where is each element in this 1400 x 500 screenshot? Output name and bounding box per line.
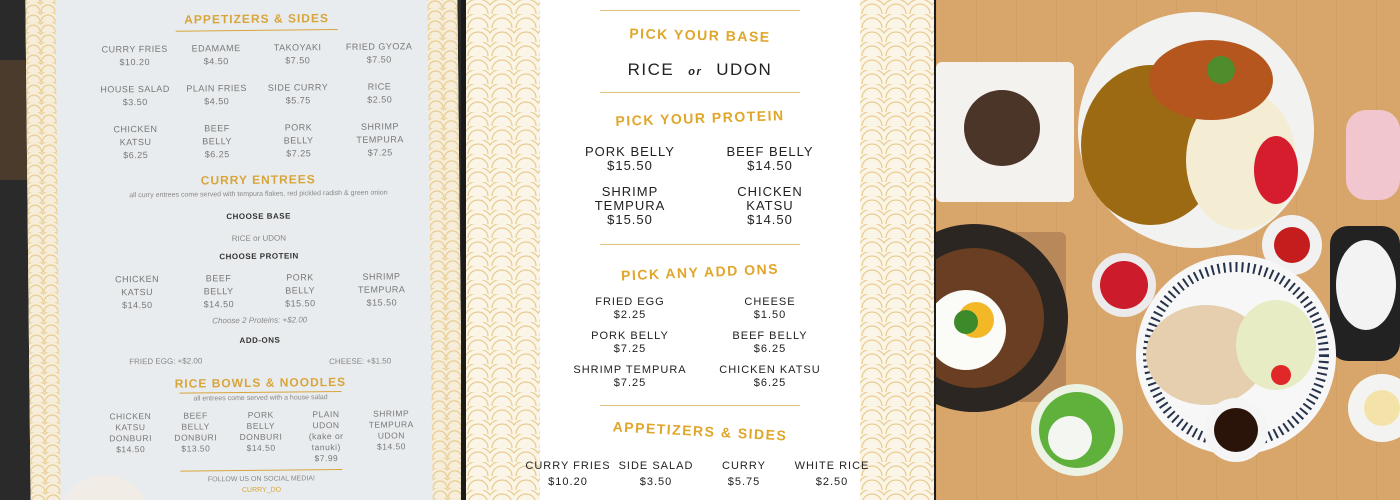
bowl-item <box>98 411 164 467</box>
bowl-item <box>293 409 359 465</box>
protein-price: $14.50 <box>747 212 793 227</box>
app-item <box>524 458 612 490</box>
bowl-item <box>228 409 294 465</box>
appetizer-name: SHRIMP TEMPURA <box>356 121 404 145</box>
app-price: $2.50 <box>815 476 849 488</box>
base-options: RICE or UDON <box>231 233 287 244</box>
choose-base: CHOOSE BASE <box>226 211 292 222</box>
appetizer-name: PORK BELLY <box>283 122 314 146</box>
addons-heading: ADD-ONS <box>239 335 281 346</box>
appetizer-price: $7.50 <box>366 54 392 65</box>
wave-border-left <box>466 0 540 500</box>
beef-slices <box>964 90 1040 166</box>
appetizer-item <box>338 40 420 67</box>
protein-name: CHICKEN KATSU <box>114 273 160 298</box>
rice-heading: RICE BOWLS & NOODLES <box>174 374 347 391</box>
appetizers-grid <box>94 40 421 162</box>
addons-heading: PICK ANY ADD ONS <box>620 260 780 284</box>
bowl-price: $14.50 <box>246 442 276 453</box>
food-photo <box>936 0 1400 500</box>
protein-item <box>341 270 423 310</box>
addon-price: $7.25 <box>613 377 647 389</box>
appetizer-name: SIDE CURRY <box>267 82 329 93</box>
bowls-grid <box>98 408 425 466</box>
bowl-name: SHRIMP TEMPURA UDON <box>368 408 414 441</box>
protein-price: $14.50 <box>122 299 153 311</box>
bowl-item <box>163 410 229 466</box>
protein-item <box>560 185 700 227</box>
app-item <box>700 458 788 490</box>
appetizer-item <box>339 120 421 160</box>
addon-item <box>560 296 700 322</box>
appetizer-name: FRIED GYOZA <box>345 41 413 52</box>
protein-heading: PICK YOUR PROTEIN <box>615 107 785 129</box>
protein-name: SHRIMP TEMPURA <box>357 271 406 295</box>
appetizer-name: HOUSE SALAD <box>100 83 170 95</box>
base-options <box>540 60 860 80</box>
appetizer-name: TAKOYAKI <box>273 42 322 53</box>
addon-name: PORK BELLY <box>591 330 669 342</box>
protein-price: $15.50 <box>607 212 653 227</box>
appetizer-price: $4.50 <box>203 56 229 67</box>
wave-border-right <box>860 0 934 500</box>
addon-price: $1.50 <box>753 309 787 321</box>
appetizer-item <box>94 43 176 70</box>
pink-drink <box>1346 110 1400 200</box>
app-name: CURRY <box>722 460 766 472</box>
apps-heading: APPETIZERS & SIDES <box>612 418 788 444</box>
base-udon: UDON <box>716 60 773 79</box>
appetizer-name: EDAMAME <box>191 43 241 54</box>
appetizer-name: CHICKEN KATSU <box>113 123 158 148</box>
appetizer-price: $2.50 <box>367 94 393 105</box>
addon-name: CHEESE <box>744 296 796 308</box>
green-onion <box>1207 56 1235 84</box>
app-item <box>612 458 700 490</box>
addon-item <box>560 364 700 390</box>
addon-cheese: CHEESE: +$1.50 <box>329 356 392 367</box>
two-proteins: Choose 2 Proteins: +$2.00 <box>212 315 308 326</box>
appetizer-price: $7.25 <box>286 148 312 159</box>
choose-protein: CHOOSE PROTEIN <box>219 251 299 262</box>
protein-name: CHICKEN KATSU <box>737 184 803 213</box>
appetizer-price: $5.75 <box>285 95 311 106</box>
printed-menu <box>25 0 461 500</box>
app-name: CURRY FRIES <box>525 460 611 472</box>
appetizer-price: $6.25 <box>204 149 230 160</box>
protein-price: $15.50 <box>366 297 398 308</box>
appetizer-price: $10.20 <box>119 56 151 68</box>
curry-note: all curry entrees come served with tempura flakes, red pickled radish & green onion <box>129 189 388 200</box>
addon-name: BEEF BELLY <box>732 330 808 342</box>
appetizer-item <box>257 81 339 108</box>
appetizer-price: $4.50 <box>204 96 230 107</box>
wave-border-left <box>25 0 60 500</box>
addon-price: $2.25 <box>613 309 647 321</box>
bowl-name: CHICKEN KATSU DONBURI <box>109 410 152 444</box>
addon-price: $6.25 <box>753 377 787 389</box>
appetizer-price: $3.50 <box>122 97 148 108</box>
protein-item <box>178 272 260 312</box>
appetizer-item <box>176 122 258 162</box>
appetizers-heading: APPETIZERS & SIDES <box>184 11 329 27</box>
protein-grid <box>560 145 840 227</box>
digital-menu <box>466 0 934 500</box>
apps-row <box>524 458 876 490</box>
katsu <box>1149 40 1273 120</box>
app-price: $10.20 <box>548 476 588 488</box>
protein-grid <box>96 270 422 312</box>
food-flatlay <box>936 0 1400 500</box>
app-name: WHITE RICE <box>794 460 870 472</box>
protein-item <box>700 145 840 173</box>
base-heading: PICK YOUR BASE <box>629 25 771 45</box>
app-price: $3.50 <box>639 476 673 488</box>
appetizer-name: RICE <box>367 81 392 92</box>
appetizer-name: CURRY FRIES <box>101 43 168 55</box>
bowl-price: $13.50 <box>181 443 211 454</box>
protein-price: $15.50 <box>607 158 653 173</box>
protein-name: SHRIMP TEMPURA <box>594 184 666 213</box>
appetizer-item <box>175 42 257 69</box>
bowl-name: PORK BELLY DONBURI <box>239 409 283 443</box>
appetizer-item <box>95 123 177 163</box>
bowl-name: PLAIN UDON (kake or tanuki) <box>308 409 344 453</box>
base-rice: RICE <box>627 60 675 79</box>
bowl-price: $14.50 <box>376 441 407 452</box>
addons-grid <box>560 296 840 390</box>
addon-item <box>700 364 840 390</box>
protein-name: PORK BELLY <box>585 144 675 159</box>
bowl-item <box>358 408 424 464</box>
protein-item <box>560 145 700 173</box>
appetizer-price: $7.50 <box>285 55 311 66</box>
protein-item <box>700 185 840 227</box>
addon-price: $6.25 <box>753 343 787 355</box>
pickled-radish <box>1254 136 1298 204</box>
app-item <box>788 458 876 490</box>
protein-name: PORK BELLY <box>285 272 316 296</box>
appetizer-item <box>94 83 176 110</box>
protein-price: $14.50 <box>203 299 235 310</box>
menu-sheet-photo <box>0 0 461 500</box>
app-price: $5.75 <box>727 476 761 488</box>
addon-name: CHICKEN KATSU <box>719 364 821 376</box>
addon-item <box>560 330 700 356</box>
appetizer-item <box>258 121 340 161</box>
app-name: SIDE SALAD <box>618 460 694 472</box>
appetizer-item <box>257 41 339 68</box>
addon-name: FRIED EGG <box>595 296 665 308</box>
appetizer-name: PLAIN FRIES <box>186 82 247 94</box>
addon-item <box>700 330 840 356</box>
base-or: or <box>688 66 703 78</box>
appetizer-price: $7.25 <box>367 147 393 158</box>
appetizer-item <box>176 82 258 109</box>
wave-border-right <box>427 0 461 500</box>
protein-item <box>259 271 341 311</box>
curry-heading: CURRY ENTREES <box>200 172 316 188</box>
appetizer-item <box>339 80 421 107</box>
addon-item <box>700 296 840 322</box>
protein-name: BEEF BELLY <box>203 273 234 297</box>
protein-name: BEEF BELLY <box>726 144 814 159</box>
follow-text: FOLLOW US ON SOCIAL MEDIA! <box>207 475 315 484</box>
social-handle: CURRY_DO <box>241 486 282 495</box>
appetizer-price: $6.25 <box>123 149 149 161</box>
protein-item <box>96 273 178 313</box>
addon-fried-egg: FRIED EGG: +$2.00 <box>129 356 203 367</box>
rice-note: all entrees come served with a house salad <box>193 394 328 403</box>
protein-price: $15.50 <box>284 298 316 309</box>
appetizer-name: BEEF BELLY <box>202 123 233 147</box>
protein-price: $14.50 <box>747 158 793 173</box>
bowl-name: BEEF BELLY DONBURI <box>174 410 218 443</box>
addon-name: SHRIMP TEMPURA <box>573 364 687 376</box>
bowl-price: $7.99 <box>314 453 339 464</box>
bowl-price: $14.50 <box>116 444 146 455</box>
addon-price: $7.25 <box>613 343 647 355</box>
